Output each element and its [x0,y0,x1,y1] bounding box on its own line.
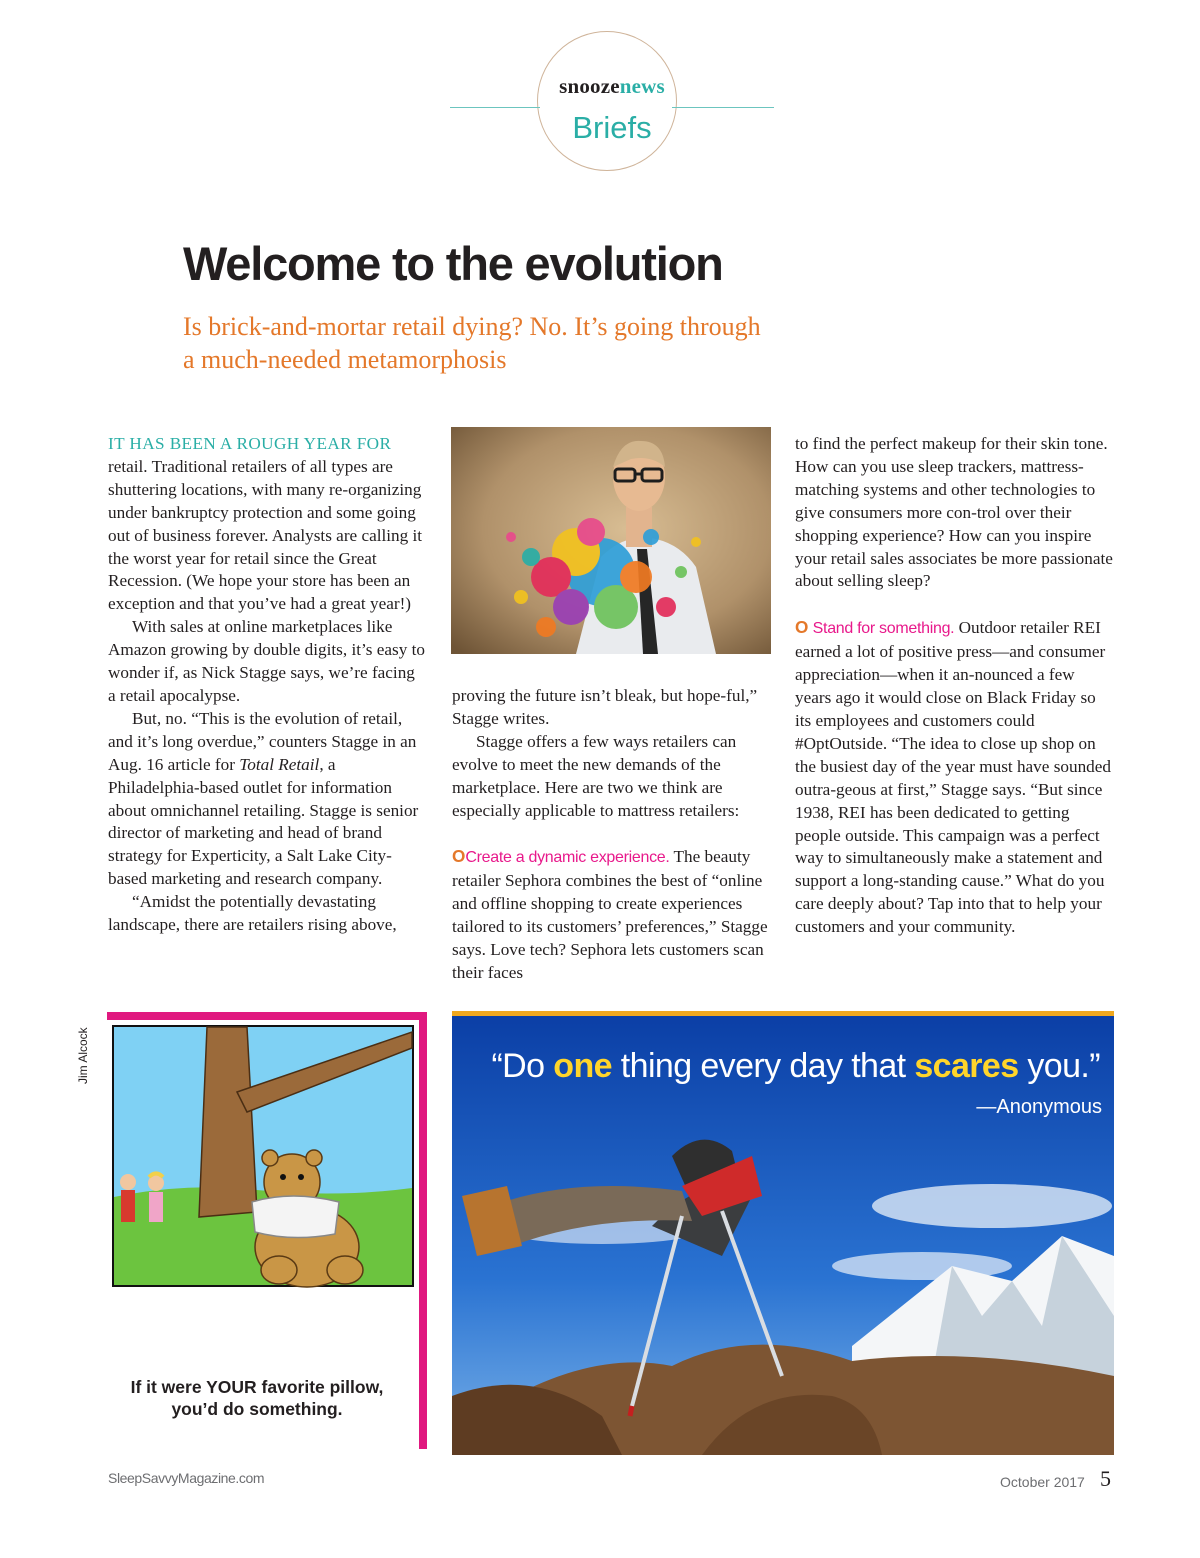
cartoon-caption: If it were YOUR favorite pillow, you’d do something. [130,1377,384,1419]
paragraph: O Stand for something. Outdoor retailer REI earned a lot of positive press—and consumer appreciation—when it an-nounced a few years ago it would close on Black Friday so its employees and customers could #OptOutside. “The idea to close up shop on the busiest day of the year must have sounded outra-geous at first,” Stagge says. “But since 1938, REI has been dedicated to getting people outside. This campaign was a perfect way to simultaneously make a statement and support a long-standing cause.” What do you care deeply about? Tap into that to help your customers and your community. [795,617,1111,937]
article-column-1 [108,433,426,937]
page-number: 5 [1100,1466,1111,1491]
article-photo-man-color-burst [451,427,771,654]
article-column-2 [452,685,772,985]
article-column-3 [795,433,1115,939]
bullet-circle: O [795,617,809,638]
section-title: Briefs [572,110,652,145]
paragraph: to find the perfect makeup for their skin tone. How can you use sleep trackers, mattress-matching systems and other technologies to give consumers more con-trol over their shopping experience? How can you inspire your retail sales associates be more passionate about selling sleep? [795,434,1113,591]
bullet-circle: O [452,846,466,867]
quote-highlight-one: one [553,1047,612,1085]
paragraph: But, no. “This is the evolution of retail, and it’s long overdue,” counters Stagge in an Aug. 16 article for Total Retail, a Philadelphia-based outlet for information about omnichannel retailing. Stagge is senior director of marketing and head of brand strategy for Experticity, a Salt Lake City-based marketing and research company. [108,708,419,889]
quote-highlight-scares: scares [914,1047,1019,1085]
subhead-stand-for-something: Stand for something. [812,620,955,638]
footer-website: SleepSavvyMagazine.com [108,1470,265,1486]
section-kicker [450,74,774,99]
paragraph: OCreate a dynamic experience. The beauty retailer Sephora combines the best of “online and offline shopping to create experiences tailored to its customers’ preferences,” Stagge says. Love tech? Sephora lets customers scan their faces [452,846,768,982]
paragraph: With sales at online marketplaces like Amazon growing by double digits, it’s easy to wonder if, as Nick Stagge says, we’re facing a retail apocalypse. [108,617,425,705]
lead-in: IT HAS BEEN A ROUGH YEAR FOR [108,434,392,453]
kicker-snooze: snooze [559,74,620,98]
paragraph: proving the future isn’t bleak, but hope-ful,” Stagge writes. [452,686,758,728]
subhead-create-dynamic-experience: Create a dynamic experience. [465,849,670,867]
quote-attribution: —Anonymous [976,1096,1102,1118]
article-dek: Is brick-and-mortar retail dying? No. It’s going through a much-needed metamorphosis [183,312,761,374]
kicker-news: news [619,74,665,98]
article-title: Welcome to the evolution [183,237,723,290]
paragraph: retail. Traditional retailers of all types are shuttering locations, with many re-organizing under bankruptcy protection and some going out of business forever. Analysts are calling it the worst year for retail since the Great Recession. (We hope your store has been an exception and that you’ve had a great year!) [108,456,423,614]
publication-name: Total Retail [239,754,320,774]
paragraph: Stagge offers a few ways retailers can evolve to meet the new demands of the marketplace. Here are two we think are especially applicable to mattress retailers: [452,731,740,820]
cartoon-credit: Jim Alcock [76,1027,90,1084]
paragraph: “Amidst the potentially devastating landscape, there are retailers rising above, [108,892,397,935]
footer-issue-date: October 2017 [1000,1474,1085,1490]
quote-text: “Do one thing every day that scares you.” [491,1047,1100,1085]
